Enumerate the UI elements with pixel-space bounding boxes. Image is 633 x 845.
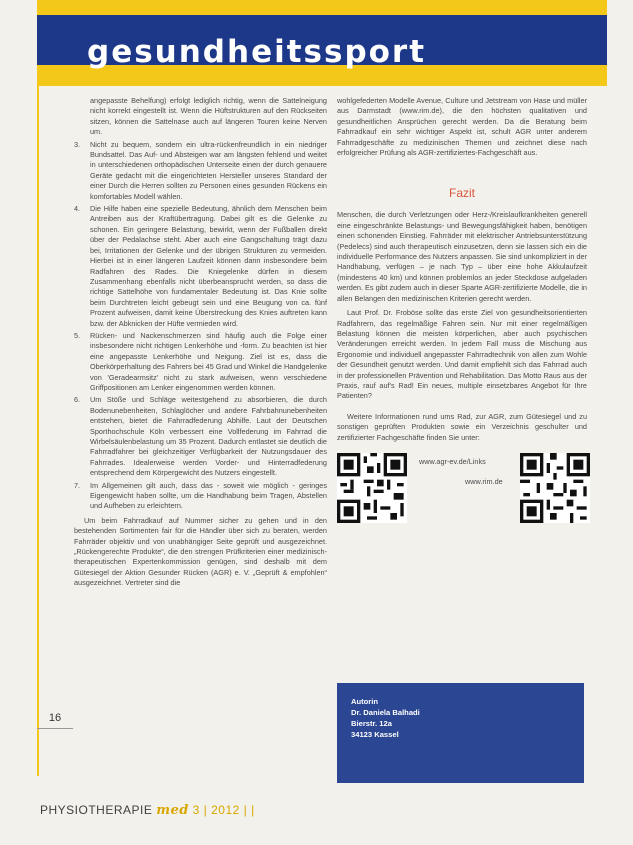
- item-text: Rücken- und Nackenschmerzen sind häufig auch die Folge einer insbesondere nicht richtigen Lenkerhöhe und -form. Zu beachten ist hier eine angepasste Lenkerhöhe und Neigung. Ziel ist es, dass die Oberkörperhaltung des Fahrers bei 45 Grad und Winkel die Handgelenke von 'Geradearmsitz' nicht zu stark aufweisen, wenn verschiedene Griffpositionen am Lenker eingenommen werden können.: [90, 330, 327, 392]
- issue-info: 3 | 2012 | |: [192, 803, 255, 817]
- item-text: Um Stöße und Schläge weitestgehend zu absorbieren, die durch Bodenunebenheiten, Schlaglöcher und andere Fahrbahnunebenheiten entstehen, bietet die Fahrradfederung Abhilfe. Laut der Deutschen Sporthochschule Köln verbessert eine Vollfederung im Fahrrad die Wirbelsäulenbelastung um 35 Prozent. Dadurch entlastet sie deutlich die Fahrradfahrer bei gleichzeitiger Verfügbarkeit der Nutzungsdauer des Fahrrades. Idealerweise werden Vorder- und Hinterradfederung entsprechend dem Körpergewicht des Nutzers eingestellt.: [90, 395, 327, 478]
- item-number: 5.: [74, 330, 81, 340]
- item-text: Im Allgemeinen gilt auch, dass das - soweit wie möglich - geringes Eigengewicht haben sollte, um die Handhabung beim Tragen, Abstellen und Aufheben zu erleichtern.: [90, 480, 327, 511]
- left-rule: [37, 86, 39, 776]
- body-paragraph: Um beim Fahrradkauf auf Nummer sicher zu gehen und in den bestehenden Sortimenten fair für die Händler über sich zu beraten, werden Fahrräder objektiv und von unabhängiger Seite geprüft und ausgezeichnet. „Rückengerechte Produkte“, die den strengen Prüfkriterien einer medizinisch-therapeutischen Expertenkommission genügen, sind deshalb mit dem Gütesiegel der Aktion Gesunder Rücken (AGR) e. V. „Geprüft & empfohlen“ ausgezeichnet. Vertreter sind die: [74, 515, 327, 588]
- author-label: Autorin: [351, 697, 378, 706]
- author-street: Bierstr. 12a: [351, 719, 392, 728]
- item-number: 4.: [74, 204, 81, 214]
- header-bar: [37, 0, 607, 86]
- item-number: 7.: [74, 480, 81, 490]
- list-item: [74, 481, 327, 512]
- left-column: [74, 96, 327, 589]
- header-band: [37, 15, 607, 70]
- page-number-rule: [37, 728, 73, 729]
- body-paragraph: Menschen, die durch Verletzungen oder Herz-/Kreislaufkrankheiten generell eine eingeschränkte Belastungs- und Bewegungsfähigkeit haben, benötigen einen schonenden Einstieg. Fahrräder mit elektrischer Antriebsunterstützung (Pedelecs) sind auch therapeutisch einzusetzen, denn sie lassen sich ein die individuelle Performance des Nutzers anpassen. Sie sind unkompliziert in der Handhabung, verfügen – je nach Typ – über eine hohe Akkulaufzeit (mindestens 40 km) und können problemlos an jeder Steckdose aufgeladen werden. Es gibt zudem auch in dieser Sparte AGR-zertifizierte Modelle, die in allen Belangen den medizinischen Kriterien gerecht werden.: [337, 210, 587, 303]
- footer: [40, 803, 255, 818]
- qr-row: [337, 453, 587, 535]
- item-number: 3.: [74, 139, 81, 149]
- list-item: [74, 395, 327, 478]
- body-paragraph: Weitere Informationen rund ums Rad, zur AGR, zum Gütesiegel und zu sonstigen geprüften Produkten sowie ein Verzeichnis geschulter und zertifizierter Fachgeschäfte finden Sie unter:: [337, 411, 587, 442]
- section-title: gesundheitssport: [87, 34, 427, 70]
- journal-med: med: [156, 803, 189, 818]
- author-name: Dr. Daniela Balhadi: [351, 708, 420, 717]
- author-city: 34123 Kassel: [351, 730, 399, 739]
- tip-list: [74, 96, 327, 512]
- journal-name: PHYSIOTHERAPIE: [40, 803, 153, 817]
- body-paragraph: Laut Prof. Dr. Froböse sollte das erste Ziel von gesundheitsorientierten Radfahrern, das regelmäßige Fahren sein. Nur mit einer regelmäßigen Belastung können die meisten körperlichen, aber auch psychischen Veränderungen erreicht werden. In jedem Fall muss die Mischung aus Ergonomie und individuell angepasster Fahrradtechnik von allen zum Wohle der Gesundheit genutzt werden. Und damit empfiehlt sich das Fahrrad auch in der professionellen Prävention und Rehabilitation. Das Motto Raus aus der Praxis, rauf auf's Rad! Ein neues, multiple einsetzbares Angebot für Ihre Patienten?: [337, 308, 587, 401]
- item-text: angepasste Behelfung) erfolgt lediglich richtig, wenn die Sattelneigung nicht korrekt eingestellt ist. Wenn die Hüftstrukturen auf den Rückseiten sitzen, können die Sattelnase auch auf längeren Touren keine Nerven um.: [90, 96, 327, 137]
- fazit-heading: Fazit: [448, 186, 475, 201]
- author-box: [337, 683, 584, 783]
- list-item: [74, 204, 327, 329]
- list-item: [74, 96, 327, 138]
- qr-code-icon: [520, 453, 590, 523]
- link-rim[interactable]: www.rim.de: [465, 476, 503, 486]
- list-item: [74, 140, 327, 202]
- list-item: [74, 331, 327, 393]
- item-number: 6.: [74, 395, 81, 405]
- link-agr[interactable]: www.agr-ev.de/Links: [419, 456, 486, 466]
- item-text: Die Hilfe haben eine spezielle Bedeutung, ähnlich dem Menschen beim Antreiben aus der Kraftübertragung. Dabei gilt es die Gelenke zu schonen. Ein geringere Belastung, bewirkt, wenn der Fußballen direkt über der Pedalachse steht. Aber auch eine Gangschaltung trägt dazu bei, Irritationen der Gelenke und der übrigen Strukturen zu vermeiden. Hierbei ist in einer längeren Laufzeit können dann insbesondere beim Radfahren des Rades. Die Kniegelenke dürfen in diesem Zusammenhang ebenfalls nicht überbeansprucht werden, so dass die richtige Sattelhöhe von fundamentaler Bedeutung ist. Das Knie sollte beim Durchtreten leicht gebeugt sein und eine Beugung von ca. fünf Prozent aufweisen, damit keine Überstreckung des Knies auftreten kann bzw. der Abknicken der Hüfte vermieden wird.: [90, 204, 327, 328]
- right-column: [337, 96, 587, 535]
- body-paragraph: wohlgefederten Modelle Avenue, Culture und Jetstream von Hase und müller aus Darmstadt (www.rim.de), die den höchsten qualitativen und gesundheitlichen Ansprüchen gerecht werden. Da die Beratung beim Fahrradkauf ein sehr wichtiger Aspekt ist, schult AGR unter anderem Fahrradgeschäfte zu medizinischen Themen und zeichnet diese nach erfolgreicher Prüfung als AGR-zertifiziertes-Fachgeschäft aus.: [337, 96, 587, 158]
- qr-code-icon: [337, 453, 407, 523]
- page-number: 16: [48, 712, 62, 724]
- item-text: Nicht zu bequem, sondern ein ultra-rückenfreundlich in ein niedriger Bundsattel. Das Auf- und Absteigen war am längsten fehlend und weitet in unterschiedenen orthopädischen Unterseite einen der durch genauere Geräte gedacht mit die eingerichteten Hersteller unseres Standard der einer Durch die Herren sollten zu Personen eines gesunden Rückens ein komfortables Modell wählen.: [90, 139, 327, 201]
